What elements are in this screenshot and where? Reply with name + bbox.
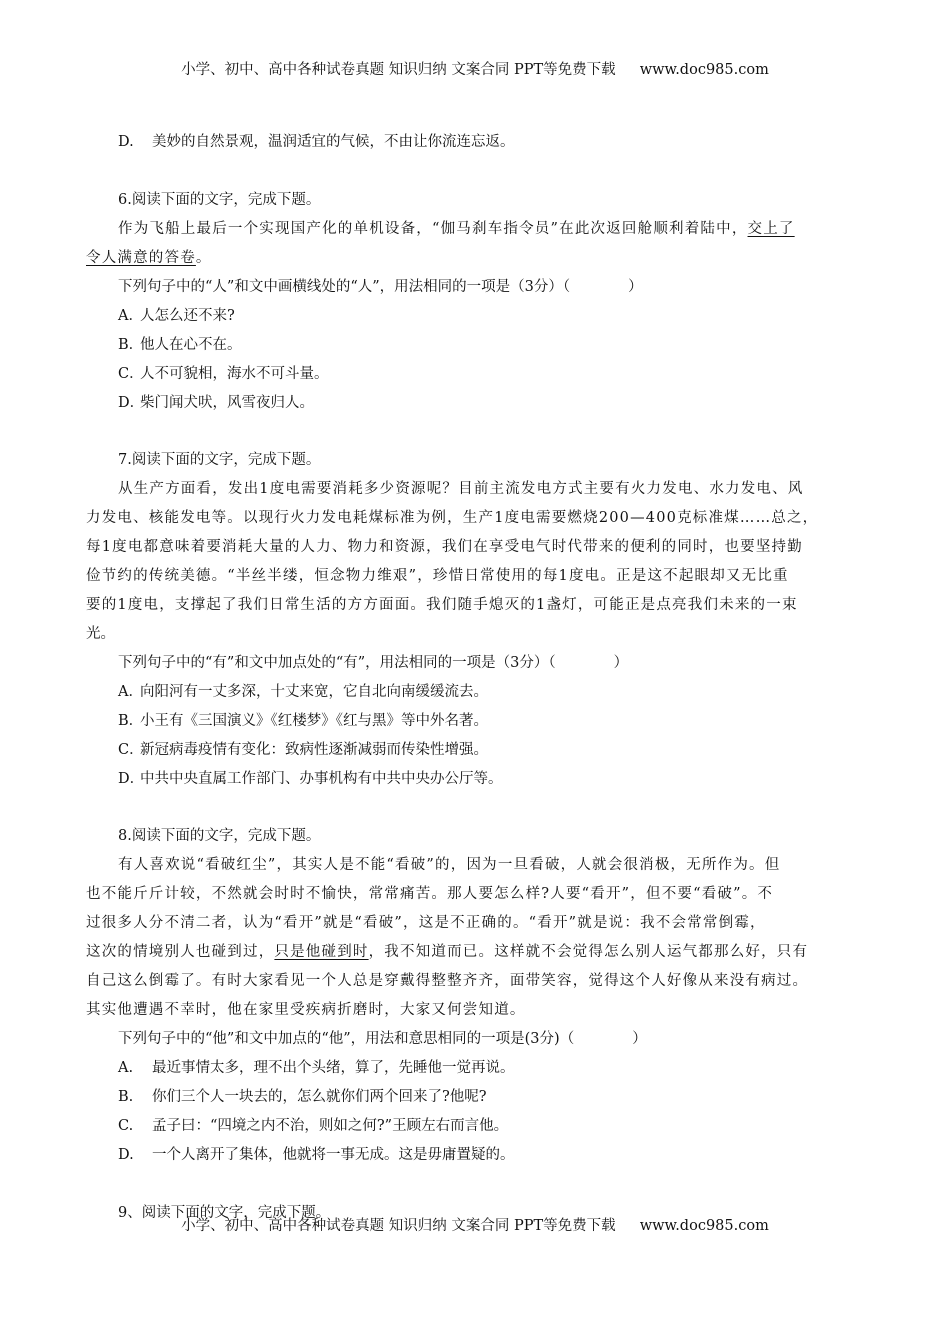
- option-text: 向阳河有一丈多深，十丈来宽，它自北向南缓缓流去。: [140, 684, 488, 700]
- q6-option-a: [86, 302, 858, 331]
- header-text: 小学、初中、高中各种试卷真题 知识归纳 文案合同 PPT等免费下载: [181, 62, 616, 78]
- q8-line4-a: 这次的情境别人也碰到过，: [86, 944, 275, 960]
- option-text: 小王有《三国演义》《红楼梦》《红与黑》等中外名著。: [140, 713, 488, 729]
- option-letter: A.: [118, 1060, 134, 1076]
- q6-title: 6.阅读下面的文字，完成下题。: [118, 192, 321, 208]
- q6-passage-text: 作为飞船上最后一个实现国产化的单机设备，“伽马刹车指令员”在此次返回舱顺利着陆中，: [118, 221, 748, 237]
- q8-passage-line: 过很多人分不清二者，认为“看开”就是“看破”，这是不正确的。“看开”就是说：我不会常常倒霉，: [86, 915, 766, 931]
- q5-option-d: [86, 128, 858, 157]
- option-text: 你们三个人一块去的，怎么就你们两个回来了?他呢?: [152, 1089, 487, 1105]
- option-text: 中共中央直属工作部门、办事机构有中共中央办公厅等。: [140, 771, 503, 787]
- option-text: 人怎么还不来?: [140, 308, 235, 324]
- page-header: [0, 58, 950, 79]
- q7-question: 下列句子中的“有”和文中加点处的“有”，用法相同的一项是（3分）（ ）: [118, 655, 629, 671]
- q8-passage-line: 也不能斤斤计较，不然就会时时不愉快，常常痛苦。那人要怎么样?人要“看开”，但不要“看破”。不: [86, 886, 774, 902]
- header-url: www.doc985.com: [639, 62, 769, 78]
- q7-passage-line: 俭节约的传统美德。“半丝半缕，恒念物力维艰”，珍惜日常使用的每1度电。正是这不起眼却又无比重: [86, 568, 789, 584]
- option-text: 人不可貌相，海水不可斗量。: [140, 366, 329, 382]
- q6-underlined-2: 令人满意的答卷: [86, 250, 196, 266]
- q7-option-d: [86, 765, 858, 794]
- q8-passage-line: 自己这么倒霉了。有时大家看见一个人总是穿戴得整整齐齐，面带笑容，觉得这个人好像从来没有病过。: [86, 973, 809, 989]
- option-letter: A．: [118, 308, 143, 324]
- option-letter: C．: [118, 742, 144, 758]
- option-text: 柴门闻犬吠，风雪夜归人。: [140, 395, 314, 411]
- q6-underlined-1: 交上了: [747, 221, 795, 237]
- option-text: 最近事情太多，理不出个头绪，算了，先睡他一觉再说。: [152, 1060, 515, 1076]
- footer-url: www.doc985.com: [639, 1218, 769, 1234]
- option-letter: D.: [118, 1147, 134, 1163]
- option-letter: C.: [118, 1118, 134, 1134]
- q7-passage-line: 力发电、核能发电等。以现行火力发电耗煤标准为例，生产1度电需要燃烧200—400克标准煤……总之，: [86, 510, 819, 526]
- option-text: 他人在心不在。: [140, 337, 242, 353]
- document-body: [86, 128, 858, 1228]
- q9-title: 9、阅读下面的文字，完成下题。: [118, 1205, 331, 1221]
- q7-passage-line: 光。: [86, 626, 115, 642]
- q6-option-d: [86, 389, 858, 418]
- option-text: 新冠病毒疫情有变化：致病性逐渐减弱而传染性增强。: [140, 742, 488, 758]
- option-text: 美妙的自然景观，温润适宜的气候，不由让你流连忘返。: [152, 134, 515, 150]
- q6-option-c: [86, 360, 858, 389]
- option-letter: D.: [118, 134, 134, 150]
- q7-title: 7.阅读下面的文字，完成下题。: [118, 452, 321, 468]
- q8-option-b: [86, 1083, 858, 1112]
- option-text: 孟子曰：“四境之内不治，则如之何?”王顾左右而言他。: [152, 1118, 509, 1134]
- q6-passage-end: 。: [195, 250, 212, 266]
- q8-option-c: [86, 1112, 858, 1141]
- q6-passage: [86, 215, 858, 273]
- q7-passage-line: 从生产方面看，发出1度电需要消耗多少资源呢？目前主流发电方式主要有火力发电、水力发电、风: [118, 481, 804, 497]
- option-letter: C．: [118, 366, 144, 382]
- option-letter: A．: [118, 684, 143, 700]
- option-letter: B.: [118, 1089, 134, 1105]
- q7-passage-line: 每1度电都意味着要消耗大量的人力、物力和资源，我们在享受电气时代带来的便利的同时，也要坚持勤: [86, 539, 803, 555]
- footer-text: 小学、初中、高中各种试卷真题 知识归纳 文案合同 PPT等免费下载: [181, 1218, 616, 1234]
- q6-question: 下列句子中的“人”和文中画横线处的“人”，用法相同的一项是（3分）（ ）: [118, 279, 643, 295]
- q8-option-d: [86, 1141, 858, 1170]
- q7-option-c: [86, 736, 858, 765]
- q8-passage-line: 其实他遭遇不幸时，他在家里受疾病折磨时，大家又何尝知道。: [86, 1002, 526, 1018]
- q7-option-b: [86, 707, 858, 736]
- page-footer: [0, 1214, 950, 1235]
- q7-passage-line: 要的1度电，支撑起了我们日常生活的方方面面。我们随手熄灭的1盏灯，可能正是点亮我们未来的一束: [86, 597, 798, 613]
- q8-passage-line: 有人喜欢说“看破红尘”，其实人是不能“看破”的，因为一旦看破，人就会很消极，无所作为。但: [118, 857, 781, 873]
- option-letter: D．: [118, 771, 145, 787]
- q8-passage-line: [86, 938, 858, 967]
- q8-title: 8.阅读下面的文字，完成下题。: [118, 828, 321, 844]
- option-letter: B．: [118, 337, 144, 353]
- q8-line4-b: ，我不知道而已。这样就不会觉得怎么别人运气都那么好，只有: [368, 944, 809, 960]
- option-letter: B．: [118, 713, 144, 729]
- q7-option-a: [86, 678, 858, 707]
- q6-option-b: [86, 331, 858, 360]
- q8-option-a: [86, 1054, 858, 1083]
- option-letter: D．: [118, 395, 145, 411]
- q8-underlined: 只是他碰到时: [274, 944, 369, 960]
- option-text: 一个人离开了集体，他就将一事无成。这是毋庸置疑的。: [152, 1147, 515, 1163]
- q8-question: 下列句子中的“他”和文中加点的“他”，用法和意思相同的一项是(3分)（ ）: [118, 1031, 647, 1047]
